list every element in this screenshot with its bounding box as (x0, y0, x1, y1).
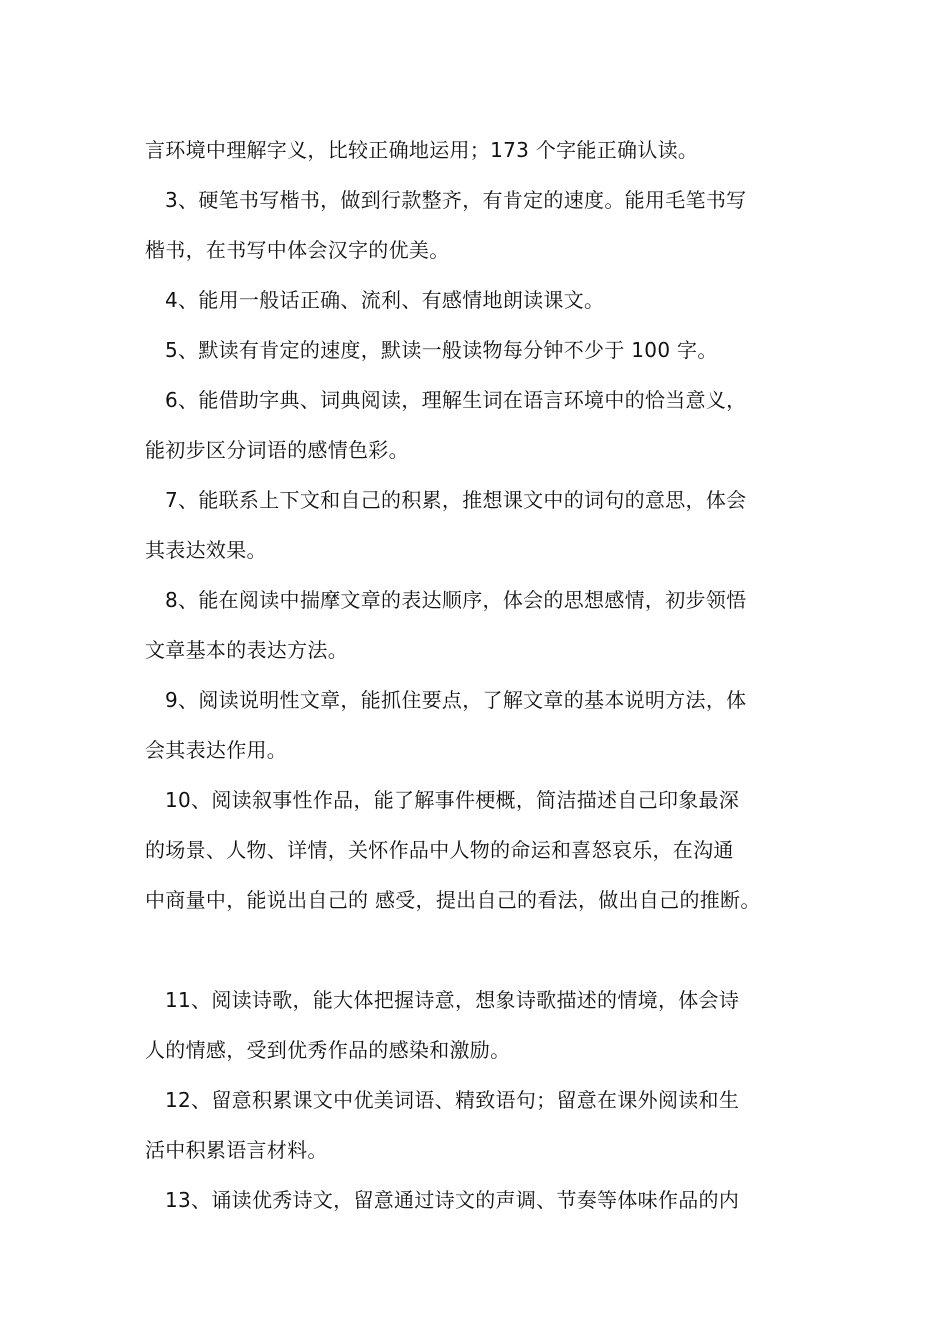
text-line: 3、硬笔书写楷书，做到行款整齐，有肯定的速度。能用毛笔书写 (165, 188, 747, 212)
text-line: 11、阅读诗歌，能大体把握诗意，想象诗歌描述的情境，体会诗 (165, 988, 740, 1012)
text-line: 其表达效果。 (145, 538, 267, 562)
text-line: 13、诵读优秀诗文，留意通过诗文的声调、节奏等体味作品的内 (165, 1188, 740, 1212)
text-line: 8、能在阅读中揣摩文章的表达顺序，体会的思想感情，初步领悟 (165, 588, 747, 612)
text-line: 活中积累语言材料。 (145, 1138, 328, 1162)
text-line: 4、能用一般话正确、流利、有感情地朗读课文。 (165, 288, 605, 312)
text-line: 12、留意积累课文中优美词语、精致语句；留意在课外阅读和生 (165, 1088, 740, 1112)
text-line: 10、阅读叙事性作品，能了解事件梗概，简洁描述自己印象最深 (165, 788, 740, 812)
text-line: 楷书，在书写中体会汉字的优美。 (145, 238, 450, 262)
text-line: 7、能联系上下文和自己的积累，推想课文中的词句的意思，体会 (165, 488, 747, 512)
text-line: 5、默读有肯定的速度，默读一般读物每分钟不少于 100 字。 (165, 338, 718, 362)
text-line: 能初步区分词语的感情色彩。 (145, 438, 409, 462)
text-line: 文章基本的表达方法。 (145, 638, 348, 662)
text-line: 6、能借助字典、词典阅读，理解生词在语言环境中的恰当意义， (165, 388, 747, 412)
text-line: 9、阅读说明性文章，能抓住要点，了解文章的基本说明方法，体 (165, 688, 747, 712)
text-line: 会其表达作用。 (145, 738, 288, 762)
text-line: 中商量中，能说出自己的 感受，提出自己的看法，做出自己的推断。 (145, 888, 761, 912)
text-line: 人的情感，受到优秀作品的感染和激励。 (145, 1038, 511, 1062)
text-line: 言环境中理解字义，比较正确地运用；173 个字能正确认读。 (145, 138, 699, 162)
text-line: 的场景、人物、详情，关怀作品中人物的命运和喜怒哀乐，在沟通 (145, 838, 734, 862)
